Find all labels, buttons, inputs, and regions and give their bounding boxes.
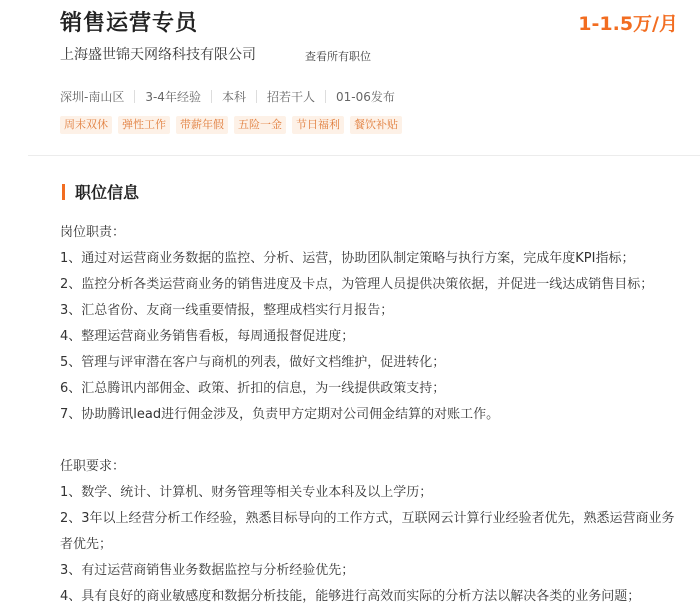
meta-divider bbox=[211, 90, 212, 103]
job-title: 销售运营专员 bbox=[60, 11, 199, 36]
benefit-tag: 周末双休 bbox=[60, 116, 112, 134]
view-all-positions-link[interactable]: 查看所有职位 bbox=[305, 50, 371, 63]
duties-heading: 岗位职责： bbox=[60, 225, 126, 240]
meta-divider bbox=[325, 90, 326, 103]
duty-item: 7、协助腾讯lead进行佣金涉及，负责甲方定期对公司佣金结算的对账工作。 bbox=[60, 407, 500, 422]
duty-item: 1、通过对运营商业务数据的监控、分析、运营，协助团队制定策略与执行方案，完成年度KPI指标； bbox=[60, 251, 635, 266]
job-description bbox=[60, 220, 676, 610]
section-divider bbox=[28, 155, 700, 156]
meta-experience: 3-4年经验 bbox=[145, 90, 201, 104]
requirement-item: 1、数学、统计、计算机、财务管理等相关专业本科及以上学历； bbox=[60, 485, 433, 500]
company-name[interactable]: 上海盛世锦天网络科技有限公司 bbox=[60, 47, 256, 63]
benefit-tag: 五险一金 bbox=[234, 116, 286, 134]
meta-headcount: 招若干人 bbox=[266, 90, 315, 104]
benefit-tag: 弹性工作 bbox=[118, 116, 170, 134]
duty-item: 5、管理与评审潜在客户与商机的列表，做好文档维护，促进转化； bbox=[60, 355, 446, 370]
meta-education: 本科 bbox=[221, 90, 246, 104]
benefit-tag: 节日福利 bbox=[292, 116, 344, 134]
section-accent-bar bbox=[62, 184, 65, 200]
paragraph-gap bbox=[60, 428, 676, 454]
requirement-item: 4、具有良好的商业敏感度和数据分析技能，能够进行高效而实际的分析方法以解决各类的业务问题； bbox=[60, 589, 641, 604]
benefit-tag: 餐饮补贴 bbox=[350, 116, 402, 134]
requirement-item: 2、3年以上经营分析工作经验，熟悉目标导向的工作方式，互联网云计算行业经验者优先，熟悉运营商业务者优先； bbox=[60, 511, 675, 552]
benefit-tags bbox=[60, 116, 402, 134]
requirements-heading: 任职要求： bbox=[60, 459, 126, 474]
meta-publish-date: 01-06发布 bbox=[335, 90, 395, 104]
meta-divider bbox=[134, 90, 135, 103]
section-title: 职位信息 bbox=[75, 183, 140, 202]
job-meta bbox=[60, 88, 395, 105]
meta-divider bbox=[256, 90, 257, 103]
duty-item: 3、汇总省份、友商一线重要情报，整理成档实行月报告； bbox=[60, 303, 394, 318]
requirement-item: 3、有过运营商销售业务数据监控与分析经验优先； bbox=[60, 563, 355, 578]
duty-item: 2、监控分析各类运营商业务的销售进度及卡点，为管理人员提供决策依据，并促进一线达成销售目标； bbox=[60, 277, 654, 292]
duty-item: 4、整理运营商业务销售看板，每周通报督促进度； bbox=[60, 329, 355, 344]
duty-item: 6、汇总腾讯内部佣金、政策、折扣的信息，为一线提供政策支持； bbox=[60, 381, 446, 396]
salary: 1-1.5万/月 bbox=[578, 13, 678, 35]
meta-location: 深圳-南山区 bbox=[60, 90, 125, 104]
benefit-tag: 带薪年假 bbox=[176, 116, 228, 134]
